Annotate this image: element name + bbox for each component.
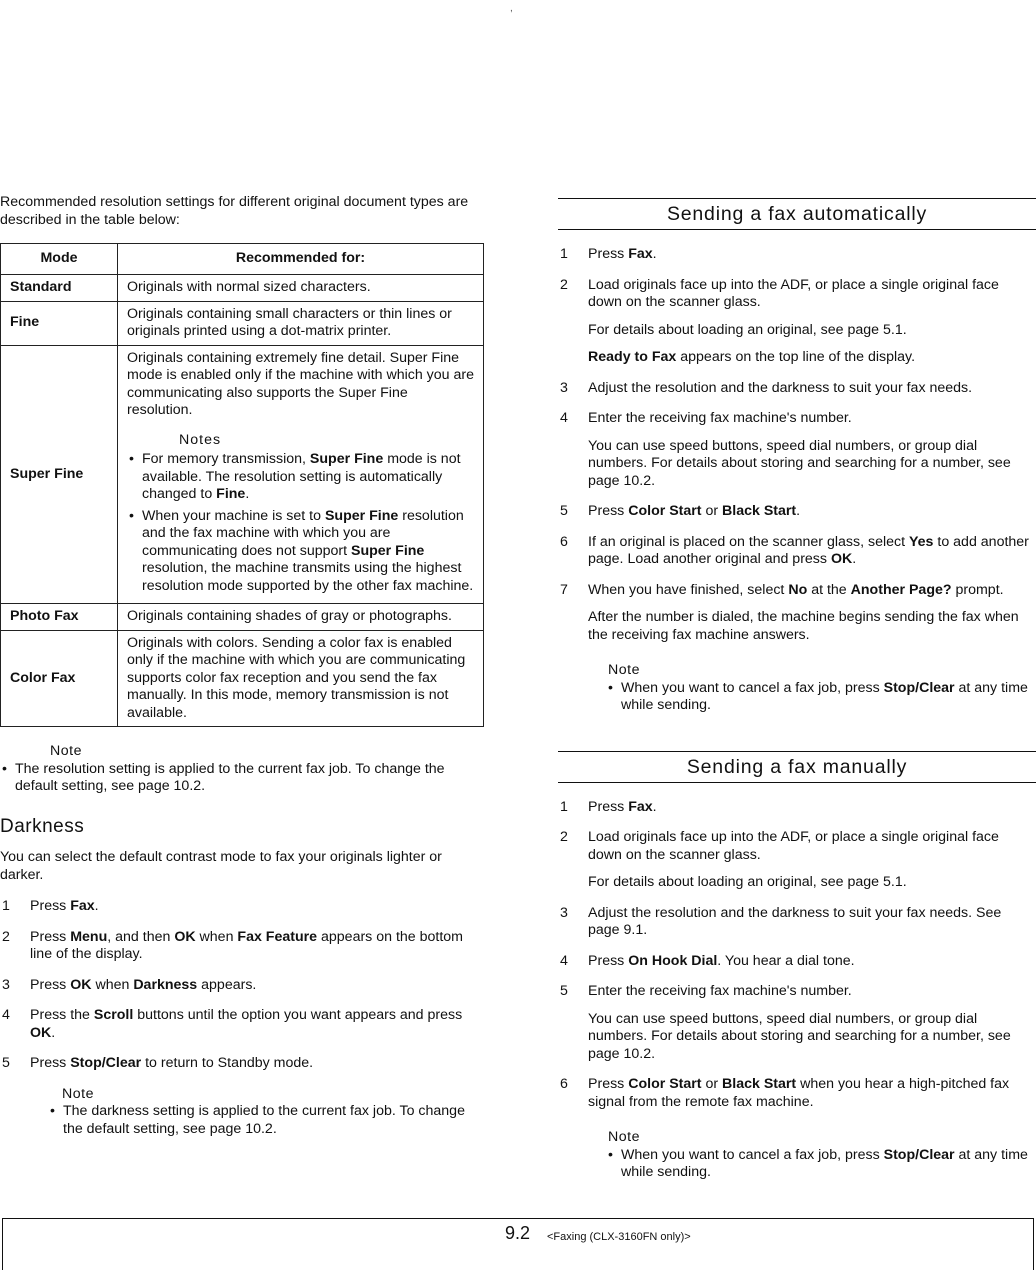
list-item: 3 Adjust the resolution and the darkness to suit your fax needs. — [560, 379, 973, 396]
super-fine-desc: Originals containing extremely fine detail. Super Fine mode is enabled only if the machine with which you are communicating also supports the Super Fine resolution. — [127, 349, 474, 418]
list-item: 5 Press Color Start or Black Start. — [560, 503, 801, 519]
page-number: 9.2 — [505, 1223, 531, 1243]
resolution-note — [0, 743, 484, 796]
list-item: 2 Press Menu, and then OK when Fax Feature appears on the bottom line of the display. — [2, 928, 463, 962]
list-item: • When you want to cancel a fax job, press Stop/Clear at any time while sending. — [606, 1147, 1036, 1182]
list-item: 1 Press Fax. — [2, 898, 99, 914]
list-item: 7 When you have finished, select No at the Another Page? prompt. After the number is dialed, the machine begins sending the fax when the receiving fax machine answers. — [560, 581, 1019, 643]
table-header-row — [1, 244, 484, 275]
left-column — [0, 194, 484, 1138]
list-item: 4 Press the Scroll buttons until the option you want appears and press OK. — [2, 1007, 463, 1041]
list-item: 1 Press Fax. — [560, 798, 657, 815]
manual-note — [588, 1129, 1036, 1182]
page-footer — [2, 1218, 1034, 1270]
table-header-recommended: Recommended for: — [118, 244, 484, 275]
mode-cell: Fine — [1, 301, 118, 345]
list-item: 2 Load originals face up into the ADF, or place a single original face down on the scanner glass. For details about loading an original, see page 5.1. Ready to Fax appears on the top line of the display. — [560, 276, 999, 365]
desc-cell-super-fine — [118, 345, 484, 604]
list-item: • For memory transmission, Super Fine mode is not available. The resolution setting is automatically changed to Fine. — [127, 451, 474, 504]
resolution-table — [0, 243, 484, 727]
list-item: • The darkness setting is applied to the current fax job. To change the default setting, see page 10.2. — [48, 1103, 484, 1138]
darkness-steps — [0, 898, 484, 1073]
list-item: 4 Enter the receiving fax machine's number. You can use speed buttons, speed dial numbers, or group dial numbers. For details about storing and searching for a number, see page 10.2. — [560, 410, 1011, 489]
table-row — [1, 630, 484, 727]
list-item: • The resolution setting is applied to the current fax job. To change the default setting, see page 10.2. — [0, 761, 484, 796]
list-item: 3 Press OK when Darkness appears. — [2, 976, 257, 993]
table-row — [1, 345, 484, 604]
manual-steps — [558, 799, 1036, 1112]
list-item: 6 If an original is placed on the scanner glass, select Yes to add another page. Load another original and press OK. — [560, 533, 1029, 567]
right-column — [558, 198, 1036, 1182]
resolution-intro: Recommended resolution settings for different original document types are described in the table below: — [0, 194, 469, 228]
desc-cell: Originals containing small characters or thin lines or originals printed using a dot-matrix printer. — [118, 301, 484, 345]
desc-cell: Originals with colors. Sending a color fax is enabled only if the machine with which you are communicating supports color fax reception and you send the fax manually. In this mode, memory transmission is not available. — [118, 630, 484, 727]
note-title: Note — [608, 1129, 640, 1145]
darkness-intro: You can select the default contrast mode to fax your originals lighter or darker. — [0, 849, 442, 883]
note-list — [606, 1147, 1036, 1182]
note-title: Note — [62, 1085, 94, 1102]
list-item: 5 Press Stop/Clear to return to Standby mode. — [2, 1055, 314, 1071]
note-title: Note — [608, 662, 640, 678]
auto-heading: Sending a fax automatically — [558, 198, 1036, 230]
table-row — [1, 275, 484, 302]
table-row — [1, 604, 484, 631]
desc-cell: Originals containing shades of gray or photographs. — [118, 604, 484, 631]
mode-cell: Photo Fax — [1, 604, 118, 631]
note-list — [48, 1103, 484, 1138]
auto-steps — [558, 246, 1036, 644]
note-list — [606, 680, 1036, 715]
notes-title: Notes — [179, 431, 222, 448]
note-list — [0, 761, 484, 796]
auto-note — [588, 662, 1036, 715]
mode-cell: Color Fax — [1, 630, 118, 727]
list-item: • When your machine is set to Super Fine resolution and the fax machine with which you are communicating does not support Super Fine resolution, the machine transmits using the highest resolution mode supported by the other fax machine. — [127, 508, 474, 596]
manual-heading: Sending a fax manually — [558, 751, 1036, 783]
list-item: 1 Press Fax. — [560, 246, 657, 262]
darkness-heading: Darkness — [0, 815, 85, 837]
mode-cell: Standard — [1, 275, 118, 302]
table-header-mode: Mode — [1, 244, 118, 275]
top-mark: , — [510, 3, 513, 14]
list-item: 5 Enter the receiving fax machine's number. You can use speed buttons, speed dial numbers, or group dial numbers. For details about storing and searching for a number, see page 10.2. — [560, 983, 1011, 1062]
list-item: 6 Press Color Start or Black Start when you hear a high-pitched fax signal from the remote fax machine. — [560, 1076, 1010, 1110]
list-item: 3 Adjust the resolution and the darkness to suit your fax needs. See page 9.1. — [560, 904, 1002, 938]
chapter-title: <Faxing (CLX-3160FN only)> — [547, 1231, 691, 1243]
mode-cell: Super Fine — [1, 345, 118, 604]
darkness-note — [0, 1086, 484, 1139]
list-item: 2 Load originals face up into the ADF, or place a single original face down on the scanner glass. For details about loading an original, see page 5.1. — [560, 829, 999, 890]
list-item: 4 Press On Hook Dial. You hear a dial tone. — [560, 952, 855, 969]
note-title: Note — [50, 743, 82, 759]
notes-list — [127, 451, 474, 595]
table-row — [1, 301, 484, 345]
list-item: • When you want to cancel a fax job, press Stop/Clear at any time while sending. — [606, 680, 1036, 715]
desc-cell: Originals with normal sized characters. — [118, 275, 484, 302]
